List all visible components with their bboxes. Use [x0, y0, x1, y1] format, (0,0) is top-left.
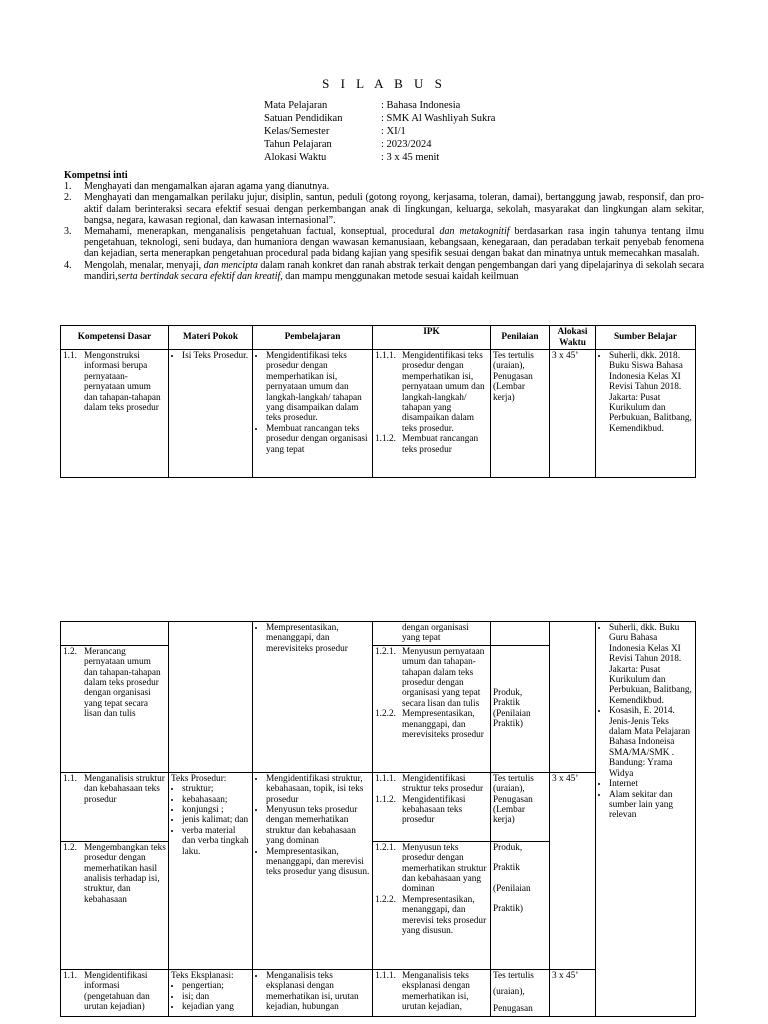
waktu-cell [550, 622, 596, 773]
page-title: S I L A B U S [322, 76, 446, 91]
materi-cell: Teks Prosedur: • struktur; • kebahasaan; • konjungsi ; • jenis kalimat; dan • verba material dan verba tingkah laku. [169, 772, 253, 969]
header-alokasi-waktu: Alokasi Waktu [550, 326, 596, 350]
penilaian-cell: Produk, Praktik (Penilaian Praktik) [491, 841, 550, 969]
penilaian-cell: Tes tertulis (uraian), Penugasan (Lembar kerja) [491, 350, 550, 478]
penilaian-cell: Produk, Praktik (Penilaian Praktik) [491, 645, 550, 772]
ki-heading: Kompetnsi inti [64, 170, 128, 181]
syllabus-table-1 [60, 325, 696, 478]
waktu-cell: 3 x 45’ [550, 772, 596, 969]
sumber-cell: • Suherli, dkk. Buku Guru Bahasa Indonesia Kelas XI Revisi Tahun 2018. Jakarta: Pusat Kurikulum dan Perbukuan, Balitbang, Kemendikbud. • Kosasih, E. 2014. Jenis-Jenis Teks dalam Mata Pelajaran Bahasa Indoneisa SMA/MA/SMK . Bandung: Yrama Widya • Internet • Alam sekitar dan sumber lain yang relevan [596, 622, 696, 1017]
pembelajaran-cell: • Mempresentasikan, menanggapi, dan merevisiteks prosedur [253, 622, 373, 773]
header-ipk: IPK [373, 326, 491, 350]
ipk-cell: 1.1.1. Mengidentifikasi teks prosedur dengan memperhatikan isi, pernyataan umum dan langkah-langkah/ tahapan yang disampaikan dalam teks prosedur. 1.1.2. Membuat rancangan teks prosedur [373, 350, 491, 478]
ki-item: 1. Menghayati dan mengamalkan ajaran agama yang dianutnya. [64, 181, 330, 193]
header-pembelajaran: Pembelajaran [253, 326, 373, 350]
ipk-cell: 1.1.1. Menganalisis teks eksplanasi dengan memerhatikan isi, urutan kejadian, [373, 969, 491, 1016]
ipk-cell: dengan organisasi yang tepat [373, 622, 491, 646]
pembelajaran-cell: • Mengidentifikasi teks prosedur dengan memperhatikan isi, pernyataan umum dan langkah-langkah/ tahapan yang disampaikan dalam teks prosedur. • Membuat rancangan teks prosedur dengan organisasi yang tepat [253, 350, 373, 478]
materi-cell [169, 622, 253, 773]
waktu-cell: 3 x 45’ [550, 969, 596, 1016]
materi-cell: • Isi Teks Prosedur. [169, 350, 253, 478]
penilaian-cell: Tes tertulis (uraian), Penugasan [491, 969, 550, 1016]
table-header-row [61, 326, 696, 350]
ipk-cell: 1.2.1. Menyusun pernyataan umum dan tahapan-tahapan dalam teks prosedur dengan organisasi yang tepat secara lisan dan tulis 1.2.2. Mempresentasikan, menanggapi, dan merevisiteks prosedur [373, 645, 491, 772]
ipk-cell: 1.1.1. Mengidentifikasi struktur teks prosedur 1.1.2. Mengidentifikasi kebahasaan teks prosedur [373, 772, 491, 841]
ki-item: 4. Mengolah, menalar, menyaji, dan mencipta dalam ranah konkret dan ranah abstrak terkait dengan pengembangan dari yang dipelajarinya di sekolah secara mandiri,serta bertindak secara efektif dan kreatif, dan mampu menggunakan metode sesuai kaidah keilmuan [64, 259, 705, 282]
header-sumber-belajar: Sumber Belajar [596, 326, 696, 350]
materi-cell: Teks Eksplanasi: • pengertian; • isi; dan • kejadian yang [169, 969, 253, 1016]
kompetensi-inti [64, 170, 704, 282]
table-row [61, 350, 696, 478]
ki-item: 3. Memahami, menerapkan, menganalisis pengetahuan factual, konseptual, procedural dan metakognitif berdasarkan rasa ingin tahunya tentang ilmu pengetahuan, teknologi, seni budaya, dan humaniora dengan wawasan kemanusiaan, kebangsaan, kenegaraan, dan peradaban terkait penyebab fenomena dan kejadian, serta menerapkan pengetahuan procedural pada bidang kajian yang spesifik sesuai dengan bakat dan minatnya untuk memecahkan masalah. [64, 225, 704, 260]
meta-row: Kelas/Semester : XI/1 [264, 126, 406, 137]
meta-row: Satuan Pendidikan : SMK Al Washliyah Sukra [264, 113, 496, 124]
penilaian-cell: Tes tertulis (uraian), Penugasan (Lembar kerja) [491, 772, 550, 841]
table-row [61, 622, 696, 646]
kd-cell: 1.1. Mengidentifikasi informasi (pengetahuan dan urutan kejadian) [61, 969, 169, 1016]
header-kompetensi-dasar: Kompetensi Dasar [61, 326, 169, 350]
meta-row: Alokasi Waktu : 3 x 45 menit [264, 152, 440, 163]
ki-item: 2. Menghayati dan mengamalkan perilaku jujur, disiplin, santun, peduli (gotong royong, kerjasama, toleran, damai), bertanggung jawab, responsif, dan pro-aktif dalam berinteraksi secara efektif sesuai dengan perkembangan anak di lingkungan, keluarga, sekolah, masyarakat dan lingkungan alam sekitar, bangsa, negara, kawasan regional, dan kawasan internasional”. [64, 192, 704, 226]
kd-cell: 1.1. Menganalisis struktur dan kebahasaan teks prosedur [61, 772, 169, 841]
course-info [264, 100, 564, 165]
header-penilaian: Penilaian [491, 326, 550, 350]
meta-row: Mata Pelajaran : Bahasa Indonesia [264, 100, 461, 111]
pembelajaran-cell: • Mengidentifikasi struktur, kebahasaan, topik, isi teks prosedur • Menyusun teks prosedur dengan memerhatikan struktur dan kebahasaan yang dominan • Mempresentasikan, menanggapi, dan merevisi teks prosedur yang disusun. [253, 772, 373, 969]
meta-row: Tahun Pelajaran : 2023/2024 [264, 139, 432, 150]
ipk-cell: 1.2.1. Menyusun teks prosedur dengan memerhatikan struktur dan kebahasaan yang dominan 1.2.2. Mempresentasikan, menanggapi, dan merevisi teks prosedur yang disusun. [373, 841, 491, 969]
header-materi-pokok: Materi Pokok [169, 326, 253, 350]
kd-cell: 1.2. Merancang pernyataan umum dan tahapan-tahapan dalam teks prosedur dengan organisasi yang tepat secara lisan dan tulis [61, 645, 169, 772]
kd-cell: 1.2. Mengembangkan teks prosedur dengan memerhatikan hasil analisis terhadap isi, struktur, dan kebahasaan [61, 841, 169, 969]
waktu-cell: 3 x 45’ [550, 350, 596, 478]
sumber-cell: • Suherli, dkk. 2018. Buku Siswa Bahasa Indonesia Kelas XI Revisi Tahun 2018. Jakarta: Pusat Kurikulum dan Perbukuan, Balitbang, Kemendikbud. [596, 350, 696, 478]
pembelajaran-cell: • Menganalisis teks eksplanasi dengan memerhatikan isi, urutan kejadian, hubungan [253, 969, 373, 1016]
syllabus-table-2 [60, 621, 696, 1017]
kd-cell: 1.1. Mengonstruksi informasi berupa pernyataan-pernyataan umum dan tahapan-tahapan dalam teks prosedur [61, 350, 169, 478]
